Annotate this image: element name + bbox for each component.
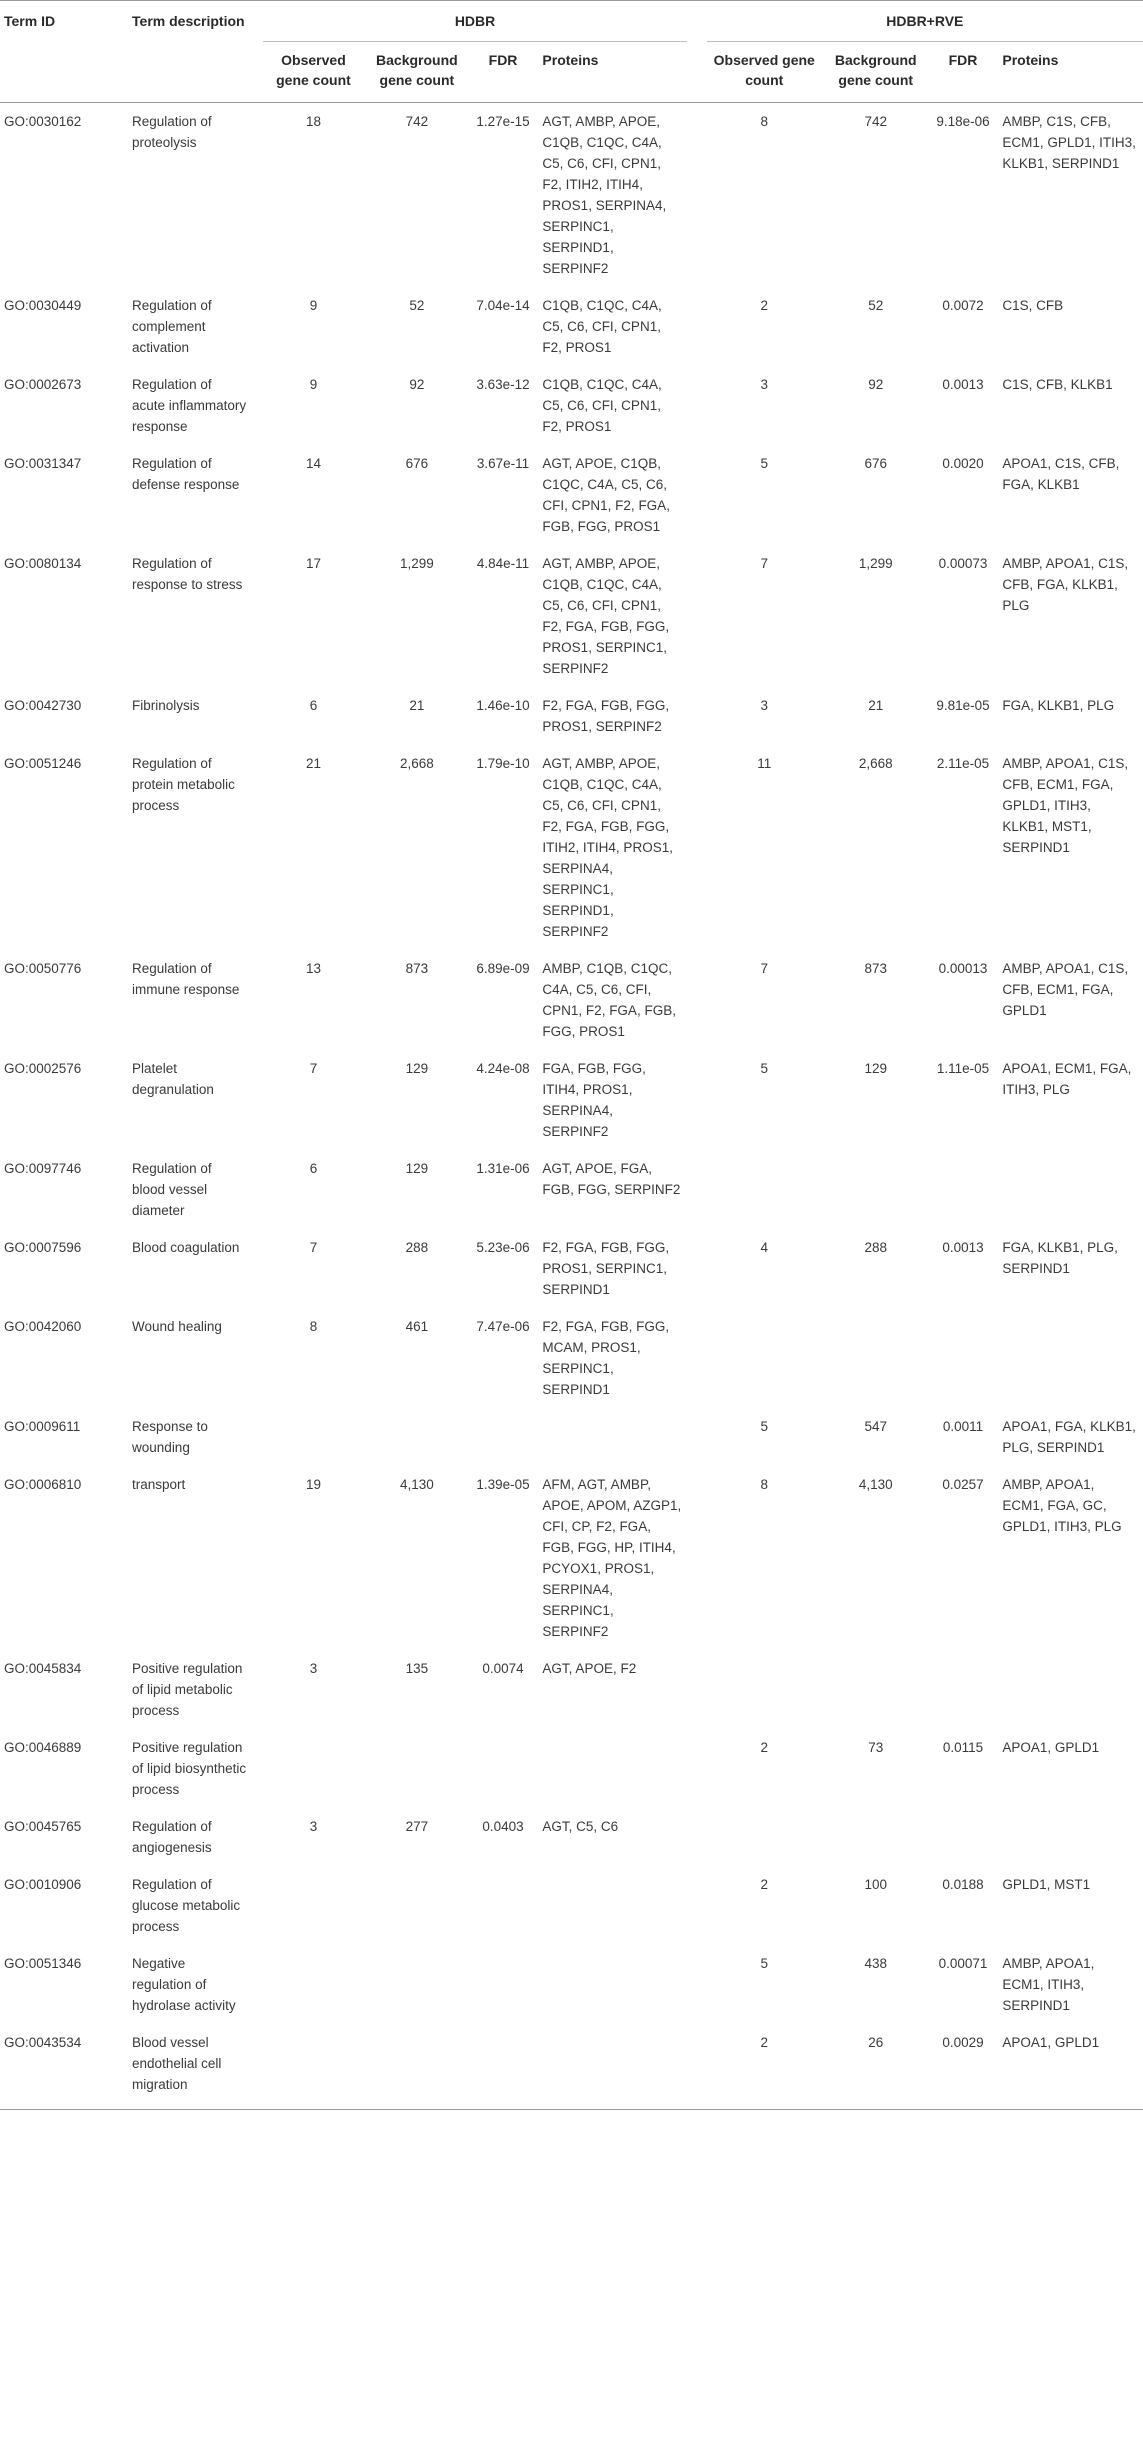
hdbr-fdr-cell: 1.39e-05 (476, 1477, 530, 1492)
rve-fdr-cell: 1.11e-05 (936, 1061, 990, 1076)
hdbr-background-cell: 2,668 (399, 756, 434, 771)
hdbr-fdr-cell (470, 1945, 537, 2024)
table-row (0, 366, 1143, 445)
hdbr-observed-cell: 13 (305, 961, 321, 976)
term-id-cell: GO:0002673 (4, 377, 82, 392)
hdbr-fdr-cell: 7.04e-14 (476, 298, 530, 313)
hdbr-background-cell: 21 (409, 698, 425, 713)
hdbr-fdr-cell: 4.84e-11 (476, 556, 530, 571)
rve-proteins-cell: APOA1, FGA, KLKB1, PLG, SERPIND1 (1002, 1419, 1136, 1455)
table-row (0, 1308, 1143, 1408)
hdbr-background-cell: 129 (405, 1161, 429, 1176)
rve-background-cell (822, 1308, 930, 1408)
term-description-cell: Positive regulation of lipid metabolic process (132, 1661, 243, 1718)
hdbr-proteins-cell: AMBP, C1QB, C1QC, C4A, C5, C6, CFI, CPN1, F2, FGA, FGB, FGG, PROS1 (542, 961, 676, 1039)
hdbr-fdr-cell: 1.31e-06 (476, 1161, 530, 1176)
term-description-cell: Regulation of acute inflammatory response (132, 377, 247, 434)
rve-observed-cell (707, 1308, 822, 1408)
rve-observed-cell: 2 (760, 1877, 768, 1892)
hdbr-background-cell: 461 (405, 1319, 429, 1334)
rve-proteins-cell (996, 1308, 1143, 1408)
hdbr-background-cell (364, 1729, 470, 1808)
hdbr-background-cell: 288 (405, 1240, 429, 1255)
rve-background-cell: 52 (868, 298, 884, 313)
hdbr-observed-cell: 3 (309, 1819, 318, 1834)
rve-background-cell: 547 (864, 1419, 887, 1434)
rve-background-cell: 92 (868, 377, 884, 392)
hdbr-fdr-cell: 6.89e-09 (476, 961, 530, 976)
hdbr-fdr-cell (470, 2024, 537, 2110)
term-id-cell: GO:0046889 (4, 1740, 82, 1755)
rve-observed-cell: 5 (760, 1956, 768, 1971)
rve-fdr-cell: 0.00071 (938, 1956, 988, 1971)
rve-proteins-cell: C1S, CFB, KLKB1 (1002, 377, 1113, 392)
rve-fdr-cell (930, 1808, 997, 1866)
term-id-cell: GO:0030449 (4, 298, 82, 313)
rve-fdr-cell (930, 1150, 997, 1229)
term-description-cell: Regulation of response to stress (132, 556, 243, 592)
rve-proteins-cell: FGA, KLKB1, PLG (1002, 698, 1115, 713)
term-description-cell: Regulation of complement activation (132, 298, 212, 355)
hdbr-proteins-cell: AGT, AMBP, APOE, C1QB, C1QC, C4A, C5, C6, CFI, CPN1, F2, ITIH2, ITIH4, PROS1, SERPINA4, SERPINC1, SERPIND1, SERPINF2 (542, 114, 667, 276)
term-id-cell: GO:0045765 (4, 1819, 82, 1834)
term-description-cell: transport (132, 1477, 186, 1492)
term-id-cell: GO:0042730 (4, 698, 82, 713)
rve-proteins-cell: APOA1, ECM1, FGA, ITIH3, PLG (1002, 1061, 1132, 1097)
table-row (0, 1866, 1143, 1945)
rve-fdr-cell: 0.0029 (930, 2024, 997, 2110)
hdbr-fdr-cell: 7.47e-06 (476, 1319, 530, 1334)
header-group-hdbr: HDBR (263, 1, 687, 42)
hdbr-observed-cell: 14 (305, 456, 321, 471)
hdbr-background-cell: 135 (405, 1661, 429, 1676)
hdbr-observed-cell (263, 2024, 364, 2110)
rve-proteins-cell: GPLD1, MST1 (1002, 1877, 1091, 1892)
rve-observed-cell: 4 (760, 1240, 768, 1255)
term-description-cell: Regulation of immune response (132, 961, 240, 997)
rve-observed-cell (707, 1650, 822, 1729)
hdbr-proteins-cell: F2, FGA, FGB, FGG, PROS1, SERPINF2 (542, 698, 670, 734)
hdbr-proteins-cell: AGT, AMBP, APOE, C1QB, C1QC, C4A, C5, C6, CFI, CPN1, F2, FGA, FGB, FGG, ITIH2, ITIH4, PROS1, SERPINA4, SERPINC1, SERPIND1, SERPINF2 (542, 756, 673, 939)
hdbr-observed-cell: 7 (309, 1061, 318, 1076)
hdbr-background-cell (364, 1866, 470, 1945)
hdbr-fdr-cell (470, 1729, 537, 1808)
hdbr-fdr-cell: 1.46e-10 (476, 698, 530, 713)
term-id-cell: GO:0045834 (4, 1661, 82, 1676)
rve-fdr-cell: 0.00073 (938, 556, 988, 571)
table-row (0, 445, 1143, 545)
table-row (0, 950, 1143, 1050)
table-body (0, 103, 1143, 2110)
table-row (0, 1229, 1143, 1308)
rve-observed-cell: 7 (760, 961, 768, 976)
rve-background-cell: 1,299 (858, 556, 893, 571)
header-hdbr-observed: Observed gene count (263, 42, 364, 103)
term-description-cell: Regulation of protein metabolic process (132, 756, 235, 813)
rve-background-cell: 73 (868, 1740, 884, 1755)
hdbr-fdr-cell: 4.24e-08 (476, 1061, 530, 1076)
term-description-cell: Regulation of glucose metabolic process (132, 1877, 241, 1934)
header-rve-background: Background gene count (822, 42, 930, 103)
rve-observed-cell: 5 (760, 1061, 768, 1076)
hdbr-observed-cell (263, 1945, 364, 2024)
term-description-cell: Response to wounding (132, 1419, 208, 1455)
hdbr-proteins-cell: AGT, APOE, FGA, FGB, FGG, SERPINF2 (542, 1161, 681, 1197)
term-id-cell: GO:0097746 (4, 1161, 82, 1176)
hdbr-observed-cell (263, 1866, 364, 1945)
rve-background-cell (822, 1650, 930, 1729)
table-row (0, 1729, 1143, 1808)
rve-background-cell (822, 1808, 930, 1866)
term-id-cell: GO:0051346 (4, 1956, 82, 1971)
rve-fdr-cell: 0.0072 (942, 298, 984, 313)
rve-fdr-cell: 2.11e-05 (936, 756, 990, 771)
hdbr-observed-cell: 9 (309, 298, 318, 313)
term-id-cell: GO:0051246 (4, 756, 82, 771)
rve-observed-cell: 7 (760, 556, 768, 571)
rve-observed-cell (707, 1150, 822, 1229)
hdbr-observed-cell: 9 (309, 377, 318, 392)
rve-background-cell: 4,130 (858, 1477, 893, 1492)
hdbr-observed-cell: 21 (305, 756, 321, 771)
hdbr-fdr-cell: 1.27e-15 (476, 114, 530, 129)
hdbr-background-cell: 129 (405, 1061, 429, 1076)
header-group-hdbr-rve: HDBR+RVE (707, 1, 1143, 42)
rve-proteins-cell: APOA1, GPLD1 (1002, 1740, 1100, 1755)
rve-fdr-cell: 0.0020 (942, 456, 984, 471)
term-description-cell: Fibrinolysis (132, 698, 200, 713)
hdbr-fdr-cell: 1.79e-10 (476, 756, 530, 771)
term-id-cell: GO:0002576 (4, 1061, 82, 1076)
hdbr-proteins-cell: C1QB, C1QC, C4A, C5, C6, CFI, CPN1, F2, PROS1 (542, 298, 662, 355)
rve-fdr-cell: 0.0013 (942, 377, 984, 392)
rve-background-cell: 129 (864, 1061, 887, 1076)
hdbr-proteins-cell: F2, FGA, FGB, FGG, MCAM, PROS1, SERPINC1, SERPIND1 (542, 1319, 670, 1397)
term-id-cell: GO:0009611 (4, 1419, 81, 1434)
rve-observed-cell: 5 (760, 456, 768, 471)
hdbr-fdr-cell (470, 1408, 537, 1466)
header-hdbr-background: Background gene count (364, 42, 470, 103)
table-row (0, 687, 1143, 745)
hdbr-background-cell (364, 1945, 470, 2024)
rve-fdr-cell: 9.81e-05 (936, 698, 990, 713)
hdbr-background-cell (364, 1408, 470, 1466)
rve-background-cell: 288 (864, 1240, 887, 1255)
table-row (0, 745, 1143, 950)
hdbr-proteins-cell: AGT, AMBP, APOE, C1QB, C1QC, C4A, C5, C6, CFI, CPN1, F2, FGA, FGB, FGG, PROS1, SERPINC1, SERPINF2 (542, 556, 670, 676)
hdbr-background-cell: 1,299 (399, 556, 434, 571)
term-id-cell: GO:0031347 (4, 456, 82, 471)
hdbr-fdr-cell: 3.67e-11 (476, 456, 530, 471)
term-description-cell: Regulation of proteolysis (132, 114, 212, 150)
rve-background-cell: 676 (864, 456, 887, 471)
rve-observed-cell: 8 (760, 114, 768, 129)
table-header (0, 1, 1143, 103)
header-rve-fdr: FDR (930, 42, 997, 103)
hdbr-observed-cell (263, 1408, 364, 1466)
term-id-cell: GO:0030162 (4, 114, 82, 129)
term-description-cell: Regulation of angiogenesis (132, 1819, 212, 1855)
hdbr-observed-cell: 18 (305, 114, 321, 129)
rve-observed-cell: 8 (760, 1477, 768, 1492)
hdbr-fdr-cell: 5.23e-06 (476, 1240, 530, 1255)
hdbr-background-cell: 277 (405, 1819, 429, 1834)
term-description-cell: Positive regulation of lipid biosynthetic process (132, 1740, 247, 1797)
hdbr-proteins-cell (536, 1408, 687, 1466)
term-id-cell: GO:0050776 (4, 961, 82, 976)
rve-fdr-cell: 0.0011 (942, 1419, 984, 1434)
rve-proteins-cell: APOA1, C1S, CFB, FGA, KLKB1 (1002, 456, 1120, 492)
hdbr-observed-cell: 6 (309, 698, 318, 713)
hdbr-proteins-cell: FGA, FGB, FGG, ITIH4, PROS1, SERPINA4, SERPINF2 (542, 1061, 646, 1139)
hdbr-proteins-cell: AGT, APOE, C1QB, C1QC, C4A, C5, C6, CFI, CPN1, F2, FGA, FGB, FGG, PROS1 (542, 456, 670, 534)
hdbr-background-cell (364, 2024, 470, 2110)
hdbr-observed-cell: 8 (309, 1319, 318, 1334)
hdbr-proteins-cell: F2, FGA, FGB, FGG, PROS1, SERPINC1, SERPIND1 (542, 1240, 670, 1297)
hdbr-fdr-cell: 0.0074 (482, 1661, 524, 1676)
table-row (0, 545, 1143, 687)
hdbr-observed-cell: 7 (309, 1240, 318, 1255)
term-id-cell: GO:0006810 (4, 1477, 82, 1492)
rve-fdr-cell (930, 1650, 997, 1729)
rve-proteins-cell: AMBP, APOA1, ECM1, FGA, GC, GPLD1, ITIH3, PLG (1002, 1477, 1122, 1534)
header-hdbr-proteins: Proteins (536, 42, 687, 103)
rve-proteins-cell: APOA1, GPLD1 (996, 2024, 1143, 2110)
hdbr-background-cell: 52 (409, 298, 425, 313)
hdbr-proteins-cell (536, 1729, 687, 1808)
rve-proteins-cell: AMBP, APOA1, ECM1, ITIH3, SERPIND1 (1002, 1956, 1095, 2013)
header-term-description: Term description (126, 1, 254, 103)
rve-background-cell: 26 (822, 2024, 930, 2110)
table-row (0, 1150, 1143, 1229)
term-id-cell: GO:0080134 (4, 556, 82, 571)
rve-background-cell: 2,668 (858, 756, 893, 771)
hdbr-background-cell: 873 (405, 961, 429, 976)
hdbr-fdr-cell: 0.0403 (482, 1819, 524, 1834)
table-row (0, 1808, 1143, 1866)
hdbr-observed-cell: 19 (305, 1477, 321, 1492)
rve-background-cell: 438 (864, 1956, 887, 1971)
hdbr-observed-cell: 3 (309, 1661, 318, 1676)
header-rve-proteins: Proteins (996, 42, 1143, 103)
table-row (0, 1945, 1143, 2024)
term-id-cell: GO:0007596 (4, 1240, 82, 1255)
hdbr-proteins-cell (536, 1866, 687, 1945)
term-description-cell: Blood coagulation (132, 1240, 240, 1255)
hdbr-proteins-cell (536, 2024, 687, 2110)
table-row (0, 103, 1143, 288)
hdbr-proteins-cell: AGT, C5, C6 (542, 1819, 619, 1834)
rve-fdr-cell: 0.0188 (942, 1877, 984, 1892)
term-id-cell: GO:0042060 (4, 1319, 82, 1334)
rve-proteins-cell: AMBP, APOA1, C1S, CFB, ECM1, FGA, GPLD1 (1002, 961, 1129, 1018)
term-description-cell: Platelet degranulation (132, 1061, 214, 1097)
hdbr-observed-cell: 6 (309, 1161, 318, 1176)
rve-observed-cell: 2 (760, 298, 768, 313)
hdbr-observed-cell: 17 (305, 556, 321, 571)
hdbr-fdr-cell (470, 1866, 537, 1945)
hdbr-proteins-cell: C1QB, C1QC, C4A, C5, C6, CFI, CPN1, F2, PROS1 (542, 377, 662, 434)
rve-proteins-cell: C1S, CFB (1002, 298, 1064, 313)
rve-proteins-cell: AMBP, APOA1, C1S, CFB, ECM1, FGA, GPLD1, ITIH3, KLKB1, MST1, SERPIND1 (1002, 756, 1129, 855)
rve-fdr-cell: 0.0013 (942, 1240, 984, 1255)
rve-background-cell: 742 (864, 114, 887, 129)
term-description-cell: Blood vessel endothelial cell migration (126, 2024, 254, 2110)
rve-background-cell: 21 (868, 698, 884, 713)
rve-observed-cell: 5 (760, 1419, 768, 1434)
rve-fdr-cell: 0.0115 (942, 1740, 984, 1755)
hdbr-observed-cell (263, 1729, 364, 1808)
rve-proteins-cell (996, 1150, 1143, 1229)
rve-fdr-cell: 9.18e-06 (936, 114, 990, 129)
hdbr-background-cell: 676 (405, 456, 429, 471)
rve-observed-cell: 3 (760, 698, 768, 713)
rve-proteins-cell: FGA, KLKB1, PLG, SERPIND1 (1002, 1240, 1118, 1276)
rve-observed-cell (707, 1808, 822, 1866)
header-term-id: Term ID (0, 1, 126, 103)
rve-background-cell: 100 (864, 1877, 887, 1892)
rve-background-cell (822, 1150, 930, 1229)
table-row (0, 2024, 1143, 2110)
table-row (0, 1050, 1143, 1150)
term-description-cell: Negative regulation of hydrolase activity (132, 1956, 236, 2013)
header-rve-observed: Observed gene count (707, 42, 822, 103)
rve-observed-cell: 3 (760, 377, 768, 392)
rve-proteins-cell (996, 1808, 1143, 1866)
rve-proteins-cell (996, 1650, 1143, 1729)
hdbr-proteins-cell (536, 1945, 687, 2024)
hdbr-proteins-cell: AGT, APOE, F2 (542, 1661, 637, 1676)
hdbr-proteins-cell: AFM, AGT, AMBP, APOE, APOM, AZGP1, CFI, CP, F2, FGA, FGB, FGG, HP, ITIH4, PCYOX1, PROS1, SERPINA4, SERPINC1, SERPINF2 (542, 1477, 682, 1639)
hdbr-fdr-cell: 3.63e-12 (476, 377, 530, 392)
rve-observed-cell: 2 (707, 2024, 822, 2110)
rve-observed-cell: 11 (757, 756, 772, 771)
hdbr-background-cell: 92 (409, 377, 425, 392)
rve-fdr-cell: 0.0257 (942, 1477, 984, 1492)
term-id-cell: GO:0010906 (4, 1877, 82, 1892)
term-description-cell: Wound healing (132, 1319, 222, 1334)
hdbr-background-cell: 742 (405, 114, 429, 129)
header-hdbr-fdr: FDR (470, 42, 537, 103)
table-row (0, 1650, 1143, 1729)
rve-observed-cell: 2 (760, 1740, 768, 1755)
rve-fdr-cell: 0.00013 (938, 961, 988, 976)
table-row (0, 287, 1143, 366)
rve-proteins-cell: AMBP, APOA1, C1S, CFB, FGA, KLKB1, PLG (1002, 556, 1129, 613)
rve-background-cell: 873 (864, 961, 887, 976)
table-row (0, 1408, 1143, 1466)
term-description-cell: Regulation of defense response (132, 456, 240, 492)
rve-fdr-cell (930, 1308, 997, 1408)
rve-proteins-cell: AMBP, C1S, CFB, ECM1, GPLD1, ITIH3, KLKB1, SERPIND1 (1002, 114, 1136, 171)
hdbr-background-cell: 4,130 (399, 1477, 434, 1492)
term-description-cell: Regulation of blood vessel diameter (132, 1161, 212, 1218)
table-row (0, 1466, 1143, 1650)
term-id-cell: GO:0043534 (0, 2024, 126, 2110)
